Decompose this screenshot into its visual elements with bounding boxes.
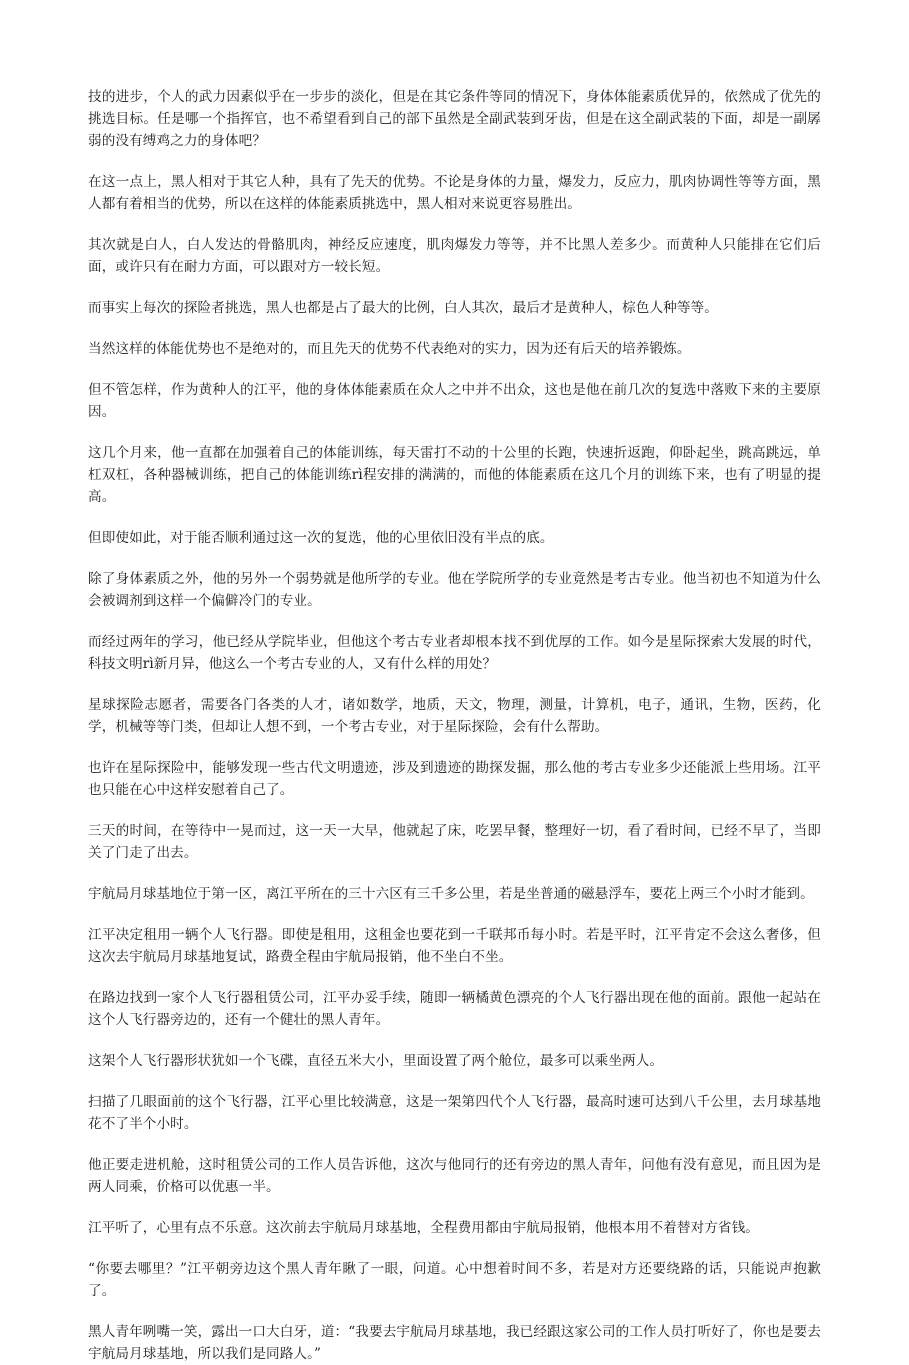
paragraph-1: 技的进步，个人的武力因素似乎在一步步的淡化，但是在其它条件等同的情况下，身体体能素质优异的，依然成了优先的挑选目标。任是哪一个指挥官，也不希望看到自己的部下虽然是全副武装到牙齿，但是在这全副武装的下面，却是一副孱弱的没有缚鸡之力的身体吧？ [88, 89, 821, 149]
paragraph-2: 在这一点上，黑人相对于其它人种，具有了先天的优势。不论是身体的力量，爆发力，反应力，肌肉协调性等等方面，黑人都有着相当的优势，所以在这样的体能素质挑选中，黑人相对来说更容易胜出。 [88, 174, 821, 212]
paragraph-7: 这几个月来，他一直都在加强着自己的体能训练，每天雷打不动的十公里的长跑，快速折返跑，仰卧起坐，跳高跳远，单杠双杠，各种器械训练，把自己的体能训练rì程安排的满满的，而他的体能素质在这几个月的训练下来，也有了明显的提高。 [88, 445, 821, 505]
paragraph-21: “你要去哪里？”江平朝旁边这个黑人青年瞅了一眼，问道。心中想着时间不多，若是对方还要绕路的话，只能说声抱歉了。 [88, 1261, 821, 1299]
paragraph-19: 他正要走进机舱，这时租赁公司的工作人员告诉他，这次与他同行的还有旁边的黑人青年，问他有没有意见，而且因为是两人同乘，价格可以优惠一半。 [88, 1157, 821, 1195]
paragraph-14: 宇航局月球基地位于第一区，离江平所在的三十六区有三千多公里，若是坐普通的磁悬浮车，要花上两三个小时才能到。 [88, 886, 814, 902]
paragraph-15: 江平决定租用一辆个人飞行器。即使是租用，这租金也要花到一千联邦币每小时。若是平时，江平肯定不会这么奢侈，但这次去宇航局月球基地复试，路费全程由宇航局报销，他不坐白不坐。 [88, 927, 821, 965]
paragraph-6: 但不管怎样，作为黄种人的江平，他的身体体能素质在众人之中并不出众，这也是他在前几次的复选中落败下来的主要原因。 [88, 382, 821, 420]
paragraph-10: 而经过两年的学习，他已经从学院毕业，但他这个考古专业者却根本找不到优厚的工作。如今是星际探索大发展的时代，科技文明rì新月异，他这么一个考古专业的人，又有什么样的用处？ [88, 634, 821, 672]
paragraph-11: 星球探险志愿者，需要各门各类的人才，诸如数学，地质，天文，物理，测量，计算机，电子，通讯，生物，医药，化学，机械等等门类，但却让人想不到，一个考古专业，对于星际探险，会有什么帮助。 [88, 697, 821, 735]
paragraph-4: 而事实上每次的探险者挑选，黑人也都是占了最大的比例，白人其次，最后才是黄种人，棕色人种等等。 [88, 300, 718, 316]
paragraph-22: 黑人青年咧嘴一笑，露出一口大白牙，道：“我要去宇航局月球基地，我已经跟这家公司的工作人员打听好了，你也是要去宇航局月球基地，所以我们是同路人。” [88, 1324, 821, 1362]
paragraph-13: 三天的时间，在等待中一晃而过，这一天一大早，他就起了床，吃罢早餐，整理好一切，看了看时间，已经不早了，当即关了门走了出去。 [88, 823, 821, 861]
paragraph-16: 在路边找到一家个人飞行器租赁公司，江平办妥手续，随即一辆橘黄色漂亮的个人飞行器出现在他的面前。跟他一起站在这个人飞行器旁边的，还有一个健壮的黑人青年。 [88, 990, 821, 1028]
paragraph-12: 也许在星际探险中，能够发现一些古代文明遗迹，涉及到遗迹的勘探发掘，那么他的考古专业多少还能派上些用场。江平也只能在心中这样安慰着自己了。 [88, 760, 821, 798]
paragraph-9: 除了身体素质之外，他的另外一个弱势就是他所学的专业。他在学院所学的专业竟然是考古专业。他当初也不知道为什么会被调剂到这样一个偏僻冷门的专业。 [88, 571, 821, 609]
paragraph-5: 当然这样的体能优势也不是绝对的，而且先天的优势不代表绝对的实力，因为还有后天的培养锻炼。 [88, 341, 691, 357]
paragraph-18: 扫描了几眼面前的这个飞行器，江平心里比较满意，这是一架第四代个人飞行器，最高时速可达到八千公里，去月球基地花不了半个小时。 [88, 1094, 821, 1132]
paragraph-3: 其次就是白人，白人发达的骨骼肌肉，神经反应速度，肌肉爆发力等等，并不比黑人差多少。而黄种人只能排在它们后面，或许只有在耐力方面，可以跟对方一较长短。 [88, 237, 821, 275]
paragraph-17: 这架个人飞行器形状犹如一个飞碟，直径五米大小，里面设置了两个舱位，最多可以乘坐两人。 [88, 1053, 664, 1069]
paragraph-20: 江平听了，心里有点不乐意。这次前去宇航局月球基地，全程费用都由宇航局报销，他根本用不着替对方省钱。 [88, 1220, 759, 1236]
paragraph-8: 但即使如此，对于能否顺利通过这一次的复选，他的心里依旧没有半点的底。 [88, 530, 554, 546]
